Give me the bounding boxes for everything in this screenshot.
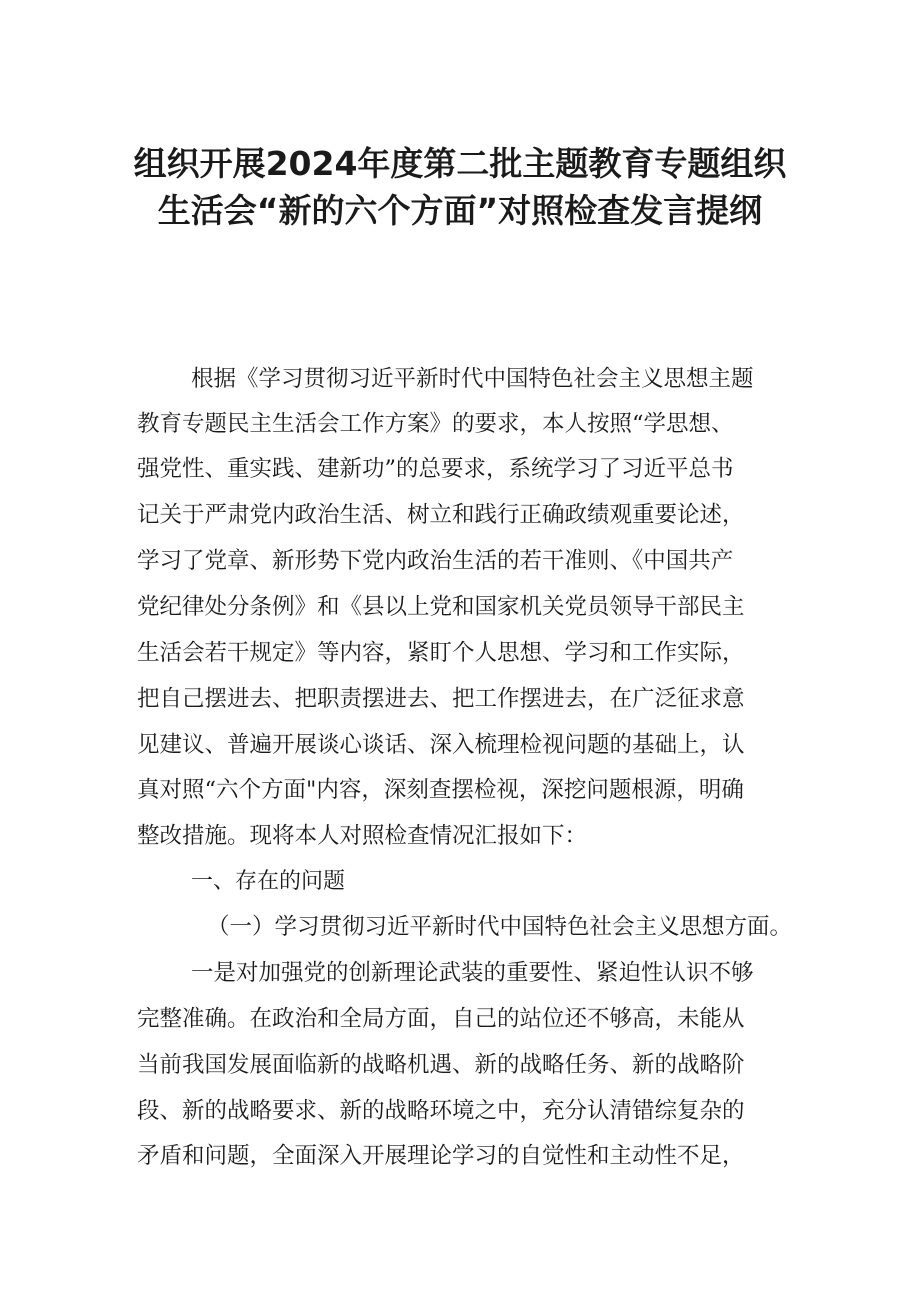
intro-line: 见建议、普遍开展谈心谈话、深入梳理检视问题的基础上，认 [137,732,745,758]
intro-line: 强党性、重实践、建新功”的总要求，系统学习了习近平总书 [137,456,734,482]
point-line: 完整准确。在政治和全局方面，自己的站位还不够高，未能从 [137,1006,745,1032]
intro-line: 整改措施。现将本人对照检查情况汇报如下： [137,823,588,849]
point-line: 矛盾和问题，全面深入开展理论学习的自觉性和主动性不足， [137,1143,745,1169]
intro-line: 生活会若干规定》等内容，紧盯个人思想、学习和工作实际， [137,640,745,666]
section-heading: 一、存在的问题 [191,869,346,894]
intro-line: 真对照“六个方面"内容，深刻查摆检视，深挖问题根源，明确 [137,777,744,803]
document-title-line-1: 组织开展2024年度第二批主题教育专题组织 [133,144,787,183]
point-line: 当前我国发展面临新的战略机遇、新的战略任务、新的战略阶 [137,1052,745,1078]
subsection-heading: （一）学习贯彻习近平新时代中国特色社会主义思想方面。 [207,914,793,940]
intro-line: 学习了党章、新形势下党内政治生活的若干准则、《中国共产 [137,548,734,574]
intro-line: 把自己摆进去、把职责摆进去、把工作摆进去，在广泛征求意 [137,686,745,712]
intro-line: 记关于严肃党内政治生活、树立和践行正确政绩观重要论述， [137,502,745,528]
point-line: 一是对加强党的创新理论武装的重要性、紧迫性认识不够 [191,960,754,986]
intro-line: 教育专题民主生活会工作方案》的要求，本人按照“学思想、 [137,411,734,437]
document-title-line-2: 生活会“新的六个方面”对照检查发言提纲 [157,191,763,230]
point-line: 段、新的战略要求、新的战略环境之中，充分认清错综复杂的 [137,1098,745,1124]
intro-line: 根据《学习贯彻习近平新时代中国特色社会主义思想主题 [191,366,754,392]
intro-line: 党纪律处分条例》和《县以上党和国家机关党员领导干部民主 [137,594,745,620]
